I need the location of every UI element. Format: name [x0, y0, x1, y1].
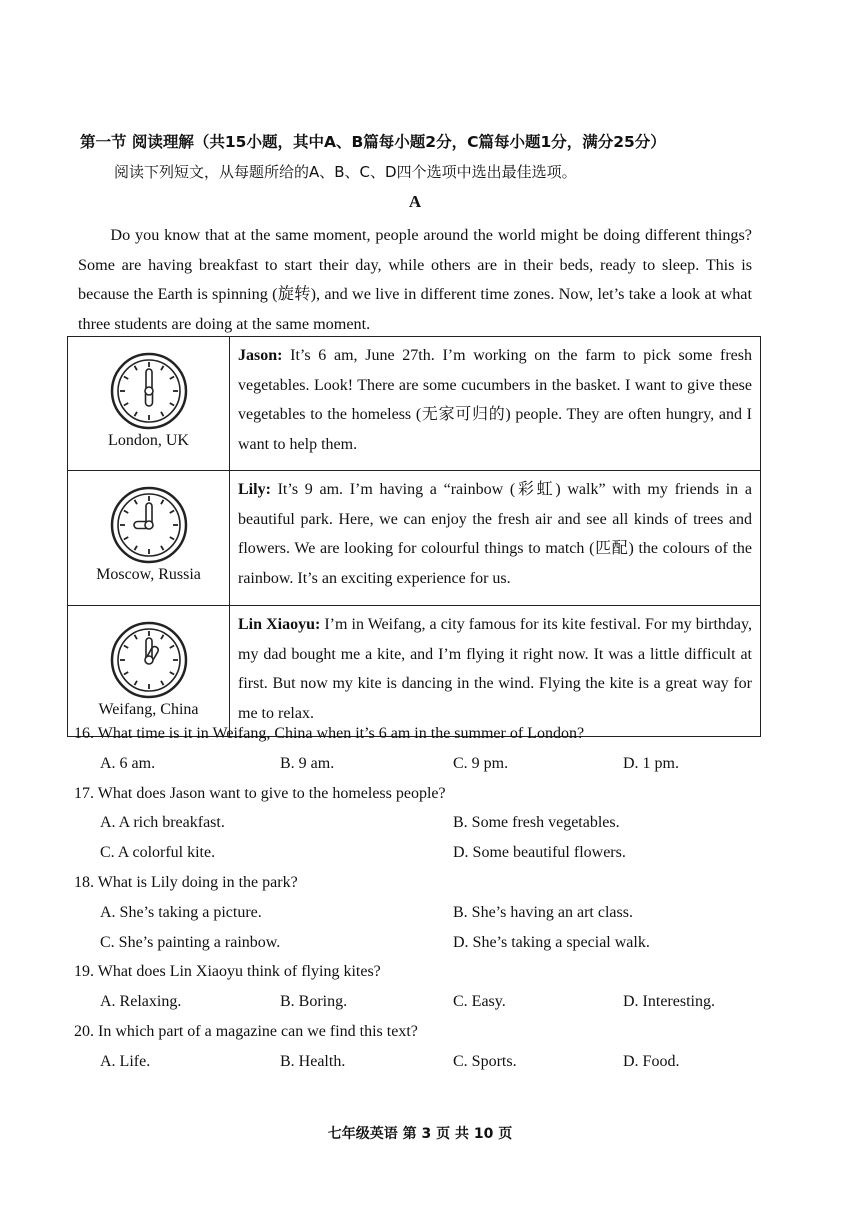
options-row — [74, 838, 774, 868]
table-row — [68, 606, 761, 737]
questions-list — [74, 719, 774, 1077]
city-cell — [68, 606, 230, 737]
options-row — [74, 987, 774, 1017]
student-text-cell — [230, 337, 761, 471]
option-c[interactable]: C. 9 pm. — [453, 754, 509, 772]
option-c[interactable]: C. Sports. — [453, 1052, 517, 1070]
table-row — [68, 471, 761, 606]
option-a[interactable]: A. 6 am. — [100, 754, 156, 772]
city-name: Weifang, China — [98, 701, 199, 718]
page-footer: 七年级英语 第 3 页 共 10 页 — [327, 1126, 513, 1142]
question-20: 20. In which part of a magazine can we find this text? — [74, 1022, 418, 1040]
option-d[interactable]: D. 1 pm. — [623, 754, 679, 772]
city-name: London, UK — [108, 432, 189, 449]
speaker-name: Lily: — [238, 481, 271, 498]
clock-icon — [110, 486, 188, 564]
options-row — [74, 749, 774, 779]
options-row — [74, 898, 774, 928]
table-row — [68, 337, 761, 471]
speaker-name: Lin Xiaoyu: — [238, 616, 321, 633]
option-b[interactable]: B. Some fresh vegetables. — [453, 814, 620, 832]
question-16: 16. What time is it in Weifang, China when it’s 6 am in the summer of London? — [74, 725, 585, 742]
option-c[interactable]: C. She’s painting a rainbow. — [100, 933, 281, 951]
question-17: 17. What does Jason want to give to the homeless people? — [74, 784, 446, 802]
options-row — [74, 928, 774, 958]
option-a[interactable]: A. A rich breakfast. — [100, 814, 225, 832]
option-d[interactable]: D. She’s taking a special walk. — [453, 933, 650, 951]
option-c[interactable]: C. A colorful kite. — [100, 844, 216, 862]
option-d[interactable]: D. Some beautiful flowers. — [453, 844, 626, 862]
city-cell — [68, 337, 230, 471]
option-b[interactable]: B. 9 am. — [280, 754, 335, 772]
option-b[interactable]: B. Boring. — [280, 993, 348, 1011]
student-text: I’m in Weifang, a city famous for its kite festival. For my birthday, my dad bought me a kite, and I’m flying it right now. It was a little difficult at first. But now my kite is dancing in the wind. Flying the kite is a great way for me to relax. — [238, 616, 752, 722]
student-text-cell — [230, 606, 761, 737]
section-title: 第一节 阅读理解（共15小题，其中A、B篇每小题2分，C篇每小题1分，满分25分） — [80, 133, 666, 151]
option-d[interactable]: D. Interesting. — [623, 993, 715, 1011]
student-text-cell — [230, 471, 761, 606]
intro-paragraph: Do you know that at the same moment, people around the world might be doing different things? Some are having breakfast to start their day, while others are in their beds, ready to sleep. This is because the Earth is spinning (旋转), and we live in different time zones. Now, let’s take a look at what three students are doing at the same moment. — [78, 226, 752, 333]
instruction-text: 阅读下列短文，从每题所给的A、B、C、D四个选项中选出最佳选项。 — [114, 163, 577, 181]
options-row — [74, 1047, 774, 1077]
speaker-name: Jason: — [238, 347, 283, 364]
option-a[interactable]: A. She’s taking a picture. — [100, 903, 262, 921]
students-table — [67, 336, 761, 737]
option-d[interactable]: D. Food. — [623, 1052, 680, 1070]
student-text: It’s 6 am, June 27th. I’m working on the farm to pick some fresh vegetables. Look! There are some cucumbers in the basket. I want to give these vegetables to the homeless (无家可归的) people. They are often hungry, and I want to help them. — [238, 347, 752, 453]
option-c[interactable]: C. Easy. — [453, 993, 506, 1011]
student-text: It’s 9 am. I’m having a “rainbow (彩虹) walk” with my friends in a beautiful park. Here, we can enjoy the fresh air and see all kinds of trees and flowers. We are looking for colourful things to match (匹配) the colours of the rainbow. It’s an exciting experience for us. — [238, 481, 752, 587]
question-19: 19. What does Lin Xiaoyu think of flying kites? — [74, 963, 381, 981]
clock-icon — [110, 352, 188, 430]
clock-icon — [110, 621, 188, 699]
option-a[interactable]: A. Relaxing. — [100, 993, 182, 1011]
option-b[interactable]: B. Health. — [280, 1052, 346, 1070]
option-a[interactable]: A. Life. — [100, 1052, 151, 1070]
options-row — [74, 808, 774, 838]
question-18: 18. What is Lily doing in the park? — [74, 873, 298, 891]
passage-label: A — [408, 192, 422, 211]
city-cell — [68, 471, 230, 606]
option-b[interactable]: B. She’s having an art class. — [453, 903, 633, 921]
city-name: Moscow, Russia — [96, 566, 201, 583]
